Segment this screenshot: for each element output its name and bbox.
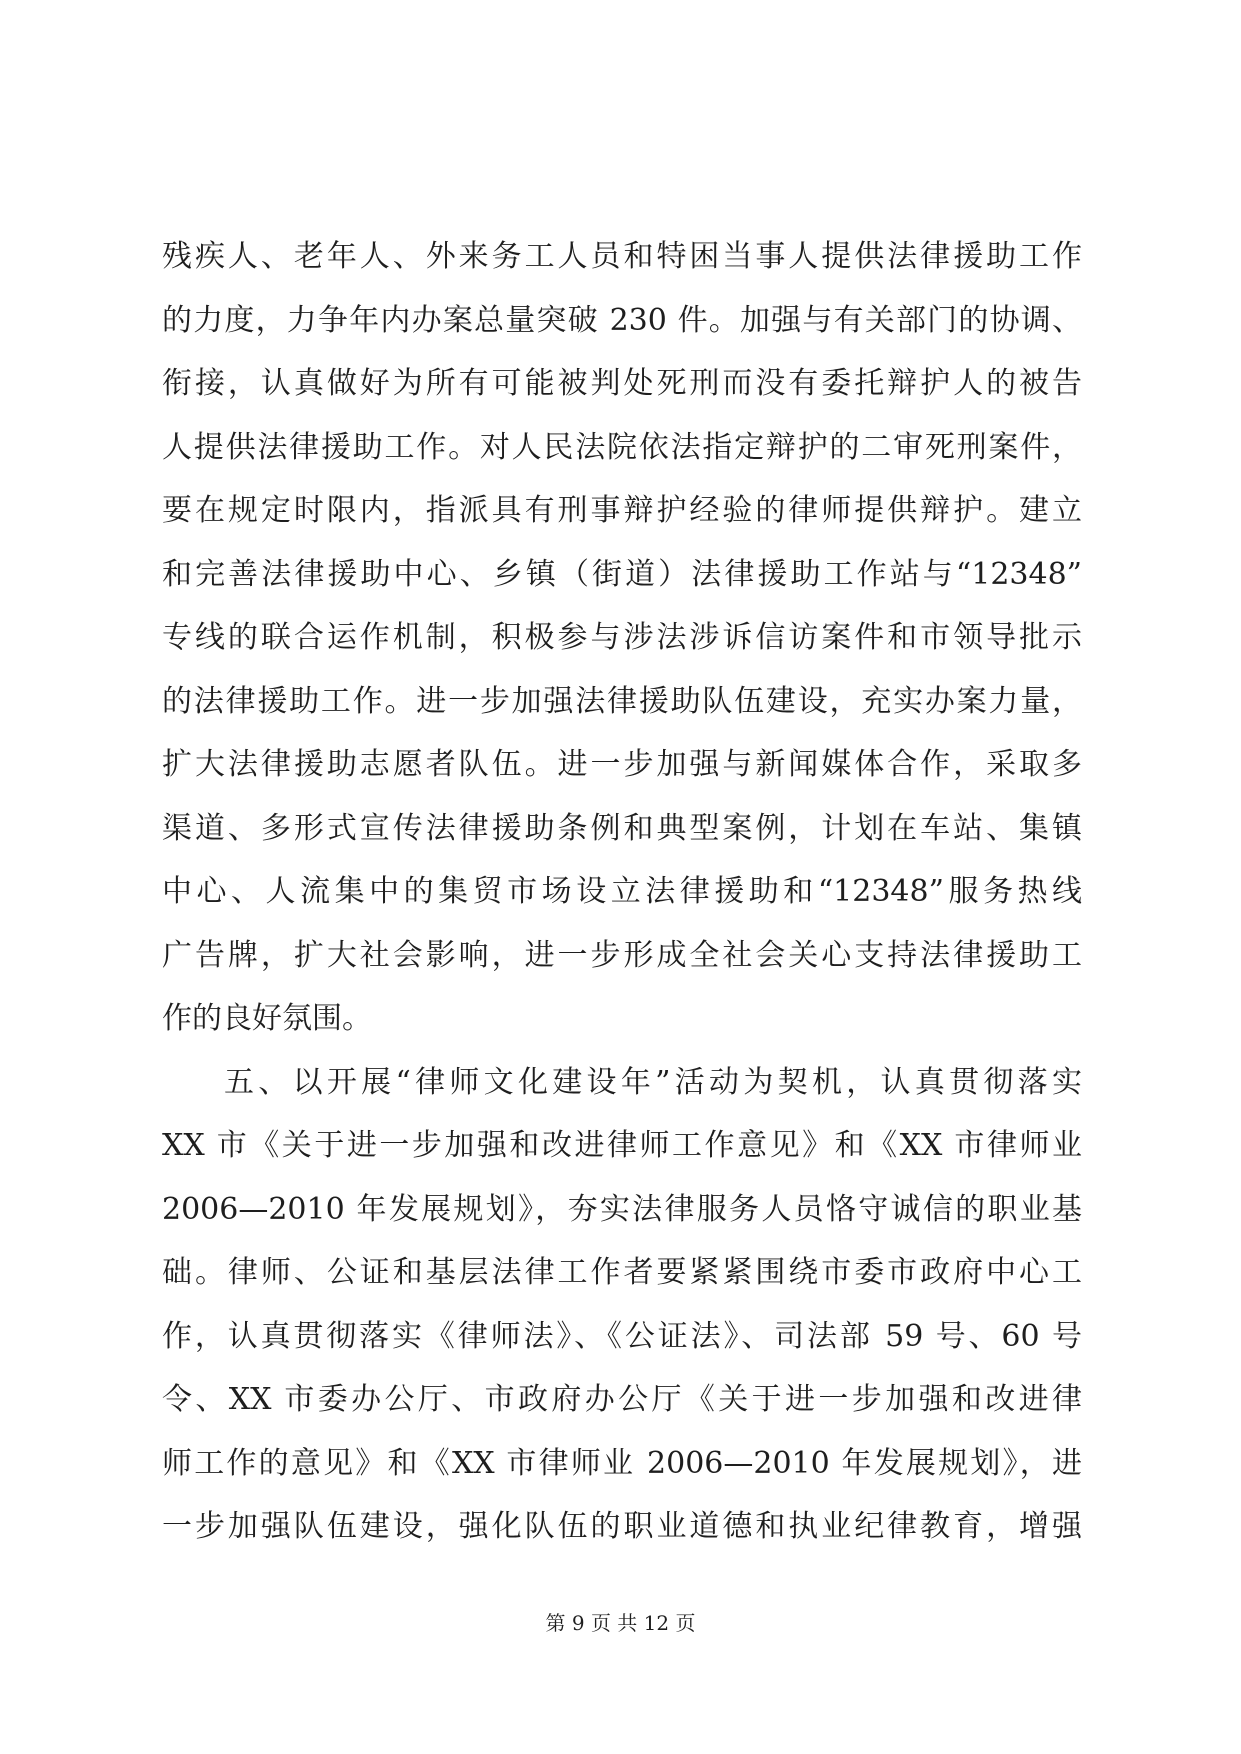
text-line-7: 专线的联合运作机制，积极参与涉法涉诉信访案件和市领导批示	[162, 620, 1082, 655]
text-line-12: 广告牌，扩大社会影响，进一步形成全社会关心支持法律援助工	[162, 937, 1082, 973]
text-line-20: 师工作的意见》和《XX 市律师业 2006—2010 年发展规划》，进	[162, 1445, 1082, 1481]
text-line-8: 的法律援助工作。进一步加强法律援助队伍建设，充实办案力量，	[162, 683, 1082, 719]
text-line-21: 一步加强队伍建设，强化队伍的职业道德和执业纪律教育，增强	[162, 1509, 1082, 1544]
text-line-11: 中心、人流集中的集贸市场设立法律援助和“12348”服务热线	[162, 874, 1082, 909]
text-line-10: 渠道、多形式宣传法律援助条例和典型案例，计划在车站、集镇	[162, 810, 1082, 846]
text-line-5: 要在规定时限内，指派具有刑事辩护经验的律师提供辩护。建立	[162, 493, 1082, 528]
text-line-16: 2006—2010 年发展规划》，夯实法律服务人员恪守诚信的职业基	[162, 1191, 1082, 1227]
text-line-15: XX 市《关于进一步加强和改进律师工作意见》和《XX 市律师业	[162, 1128, 1082, 1163]
text-line-3: 衔接，认真做好为所有可能被判处死刑而没有委托辩护人的被告	[162, 366, 1082, 401]
text-line-17: 础。律师、公证和基层法律工作者要紧紧围绕市委市政府中心工	[162, 1255, 1082, 1290]
text-line-6: 和完善法律援助中心、乡镇（街道）法律援助工作站与“12348”	[162, 556, 1082, 592]
section-five-first-line: 五、以开展“律师文化建设年”活动为契机，认真贯彻落实	[224, 1064, 1082, 1100]
text-line-18: 作，认真贯彻落实《律师法》、《公证法》、司法部 59 号、60 号	[162, 1318, 1082, 1354]
text-line-13: 作的良好氛围。	[162, 1001, 372, 1036]
text-line-9: 扩大法律援助志愿者队伍。进一步加强与新闻媒体合作，采取多	[162, 747, 1082, 782]
text-line-1: 残疾人、老年人、外来务工人员和特困当事人提供法律援助工作	[162, 239, 1082, 274]
text-line-2: 的力度，力争年内办案总量突破 230 件。加强与有关部门的协调、	[162, 302, 1082, 338]
text-line-4: 人提供法律援助工作。对人民法院依法指定辩护的二审死刑案件，	[162, 429, 1082, 465]
page-number-footer: 第 9 页 共 12 页	[545, 1611, 696, 1635]
text-line-19: 令、XX 市委办公厅、市政府办公厅《关于进一步加强和改进律	[162, 1382, 1082, 1417]
body-text	[162, 225, 1082, 1559]
